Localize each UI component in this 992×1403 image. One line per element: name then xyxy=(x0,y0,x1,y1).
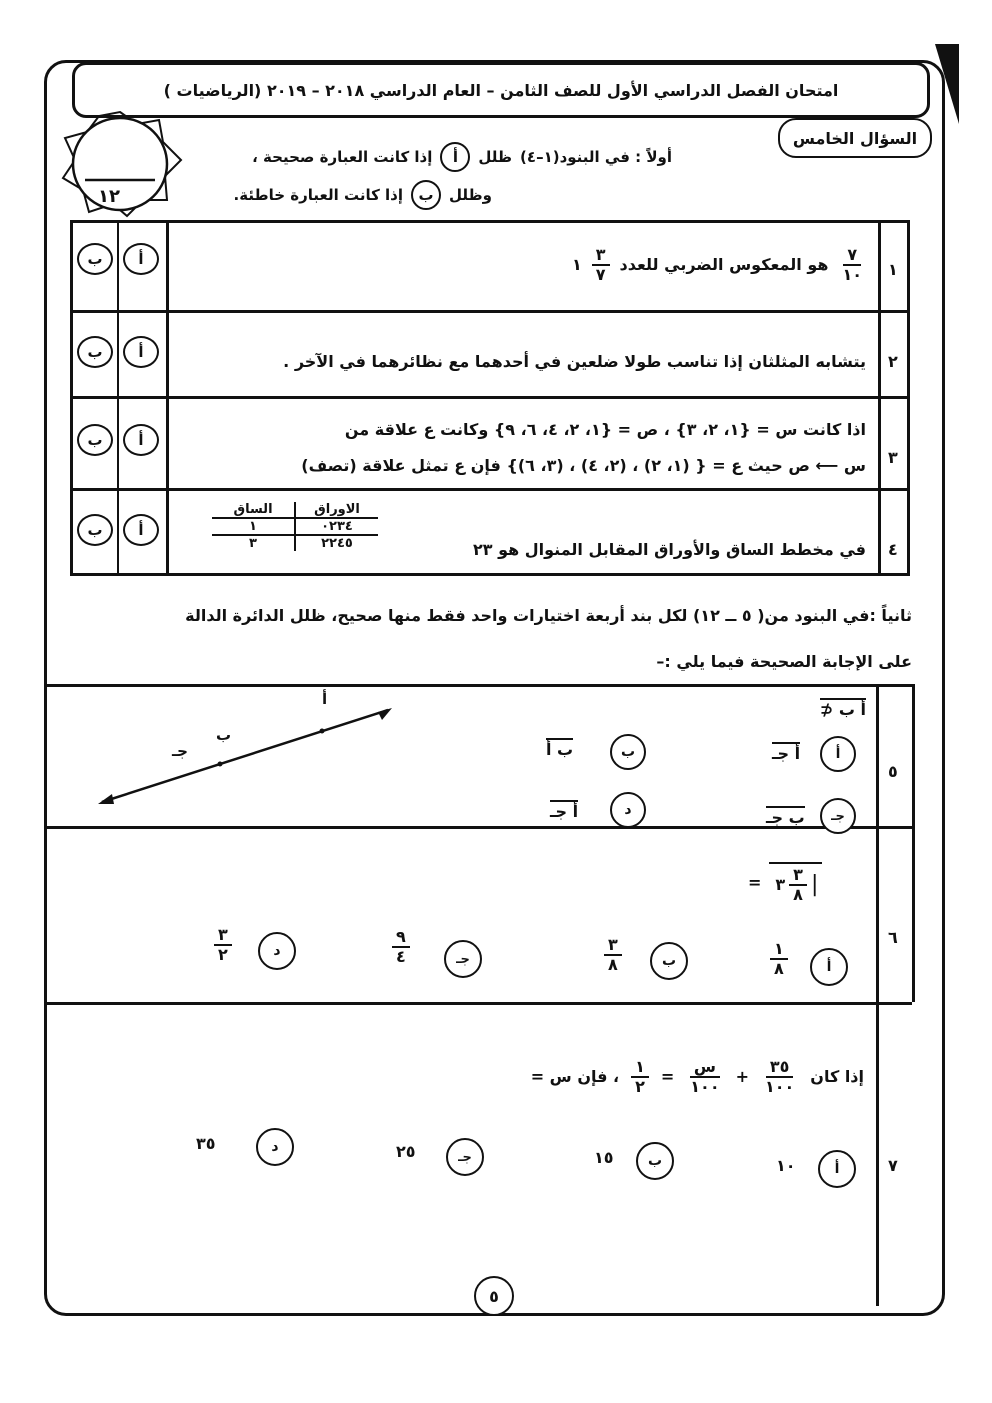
leaves-cell: ٢٢٤٥ xyxy=(294,536,378,551)
stem-header: الساق xyxy=(212,502,294,519)
ray-figure xyxy=(90,690,400,820)
part2-line2: على الإجابة الصحيحة فيما يلي :– xyxy=(656,652,912,671)
stem-cell: ١ xyxy=(212,519,294,536)
option-a-bubble[interactable]: أ xyxy=(123,336,159,368)
mc-item-number: ٧ xyxy=(888,1156,898,1175)
tf-item-4: في مخطط الساق والأوراق المقابل المنوال هو ٢٣ xyxy=(472,540,866,559)
choice-b-circle: ب xyxy=(411,180,441,210)
option-b-bubble[interactable]: ب xyxy=(77,243,113,275)
tf-item-number: ١ xyxy=(888,260,898,279)
choice-d-value: ٣٥ xyxy=(196,1134,216,1153)
choice-b-bubble[interactable]: ب xyxy=(610,734,646,770)
choice-d-bubble[interactable]: د xyxy=(610,792,646,828)
score-seal xyxy=(55,108,185,218)
mc-item-number: ٥ xyxy=(888,762,898,781)
choice-a-bubble[interactable]: أ xyxy=(810,948,848,986)
fraction-3-7: $\frac{٣}{٧}$ xyxy=(592,246,610,283)
tf-item-2: يتشابه المثلثان إذا تناسب طولا ضلعين في أحدهما مع نظائرهما في الآخر . xyxy=(283,352,866,371)
choice-d-value: ٣ ٢ xyxy=(214,926,232,963)
choice-c-bubble[interactable]: جـ xyxy=(820,798,856,834)
leaves-cell: ٠٢٣٤ xyxy=(294,519,378,536)
choice-c-bubble[interactable]: جـ xyxy=(444,940,482,978)
page-number: ٥ xyxy=(474,1276,514,1316)
choice-a-value: ١٠ xyxy=(776,1156,796,1175)
exam-title: امتحان الفصل الدراسي الأول للصف الثامن – العام الدراسي ٢٠١٨ – ٢٠١٩ (الرياضيات ) xyxy=(163,80,839,100)
tf-item-3-line2: س ⟵ ص حيث ع = { (١، ٢) ، (٢، ٤) ، (٣، ٦)} فإن ع تمثل علاقة (تصف) xyxy=(301,456,866,475)
tf-item-number: ٤ xyxy=(888,540,898,559)
choice-a-text: أ جـ xyxy=(772,744,801,763)
option-b-bubble[interactable]: ب xyxy=(77,424,113,456)
choice-a-circle: أ xyxy=(440,142,470,172)
stem-cell: ٣ xyxy=(249,536,257,551)
option-a-bubble[interactable]: أ xyxy=(123,243,159,275)
fig-label-c: جـ xyxy=(172,742,188,760)
tf-item-1: $\frac{٧}{١٠}$ هو المعكوس الضربي للعدد $\frac{٣}{٧}$ ١ xyxy=(572,246,866,283)
part1-line1: أولاً : في البنود(١–٤) ظلل أ إذا كانت العبارة صحيحة ، xyxy=(252,142,672,172)
choice-b-bubble[interactable]: ب xyxy=(636,1142,674,1180)
choice-a-bubble[interactable]: أ xyxy=(818,1150,856,1188)
choice-b-value: ٣ ٨ xyxy=(604,936,622,973)
score-value: ١٢ xyxy=(98,186,120,207)
part1-line2: وظلل ب إذا كانت العبارة خاطئة. xyxy=(234,180,492,210)
choice-d-text: أ جـ xyxy=(550,802,579,821)
option-b-bubble[interactable]: ب xyxy=(77,514,113,546)
fraction-7-10: $\frac{٧}{١٠}$ xyxy=(842,245,862,284)
choice-b-bubble[interactable]: ب xyxy=(650,942,688,980)
stem-leaf-plot xyxy=(212,502,378,551)
tf-item-number: ٢ xyxy=(888,352,898,371)
fig-label-b: ب xyxy=(216,726,232,744)
question-label: السؤال الخامس xyxy=(778,118,932,158)
leaves-header: الاوراق xyxy=(294,502,378,519)
tf-item-3-line1: اذا كانت س = {١، ٢، ٣} ، ص = {١، ٢، ٤، ٦، ٩} وكانت ع علاقة من xyxy=(344,420,866,439)
choice-c-text: ب جـ xyxy=(766,808,805,827)
option-a-bubble[interactable]: أ xyxy=(123,424,159,456)
part2-line1: ثانياً :في البنود من( ٥ ــ ١٢) لكل بند أربعة اختيارات واحد فقط منها صحيح، ظلل الدائرة الدالة xyxy=(185,606,912,625)
option-b-bubble[interactable]: ب xyxy=(77,336,113,368)
choice-d-bubble[interactable]: د xyxy=(256,1128,294,1166)
choice-c-value: ٩ ٤ xyxy=(392,928,410,965)
option-a-bubble[interactable]: أ xyxy=(123,514,159,546)
choice-a-value: ١ ٨ xyxy=(770,940,788,977)
choice-d-bubble[interactable]: د xyxy=(258,932,296,970)
mc-7-stem: إذا كان $\frac{٣٥}{١٠٠}$ + $\frac{\text{س}}{١٠٠}$ = $\frac{١}{٢}$ ، فإن س = xyxy=(530,1057,864,1096)
choice-a-bubble[interactable]: أ xyxy=(820,736,856,772)
mc-5-stem: أ ب ⊄ xyxy=(819,700,866,719)
tf-item-number: ٣ xyxy=(888,448,898,467)
header-box xyxy=(72,62,930,118)
mc-item-number: ٦ xyxy=(888,928,898,947)
fig-label-a: أ xyxy=(322,690,328,708)
choice-c-value: ٢٥ xyxy=(396,1142,416,1161)
choice-c-bubble[interactable]: جـ xyxy=(446,1138,484,1176)
mc-6-stem: = ٣ $\frac{٣}{٨}$ | xyxy=(748,862,822,903)
corner-mark xyxy=(935,44,959,124)
choice-b-text: ب أ xyxy=(546,740,574,759)
choice-b-value: ١٥ xyxy=(594,1148,614,1167)
